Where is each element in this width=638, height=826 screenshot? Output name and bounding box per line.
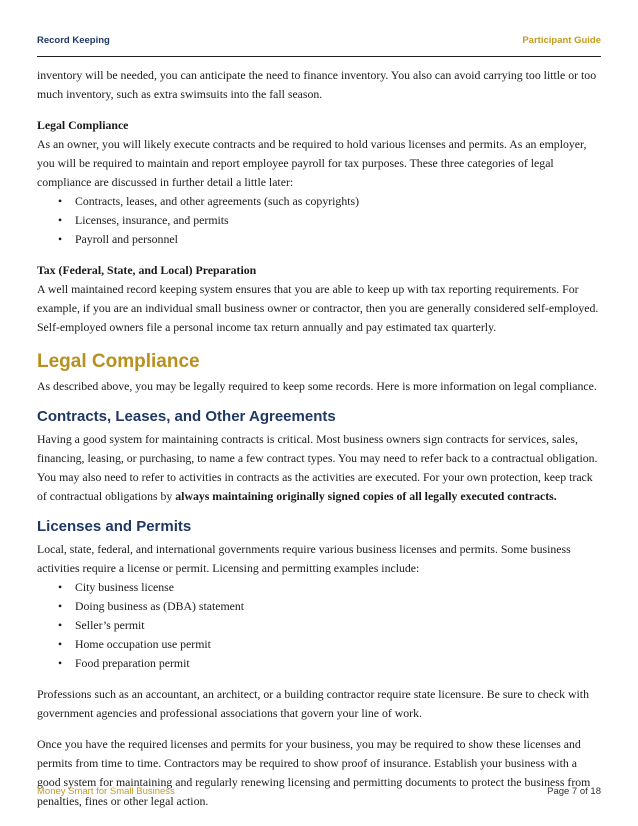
header-divider [37,56,601,57]
contracts-text: Having a good system for maintaining contracts is critical. Most business owners sign contracts for services, sales, financing, leasing, or purchasing, to name a few contract types. You may need to refer back to a contractual obligation. You may also need to refer to activities in contracts as the activities are executed. For your own protection, keep track of contractual obligations by [37,432,598,503]
contracts-heading: Contracts, Leases, and Other Agreements [37,408,336,425]
legal-categories-list [37,192,603,249]
contracts-paragraph [37,430,603,506]
list-item: • Payroll and personnel [37,230,603,249]
professions-paragraph: Professions such as an accountant, an architect, or a building contractor require state licensure. Be sure to check with government agencies and professional associations that govern your line of work. [37,687,589,720]
tax-subheading: Tax (Federal, State, and Local) Preparation [37,263,257,277]
intro-paragraph: inventory will be needed, you can anticipate the need to finance inventory. You also can avoid carrying too little or too much inventory, such as extra swimsuits into the fall season. [37,68,597,101]
header-guide-label: Participant Guide [522,35,601,46]
licenses-paragraph: Local, state, federal, and international governments require various business licenses and permits. Some business activities require a license or permit. Licensing and permitting examples include: [37,542,571,575]
page-number: Page 7 of 18 [547,786,601,797]
footer-title: Money Smart for Small Business [37,786,175,797]
tax-paragraph: A well maintained record keeping system ensures that you are able to keep up with tax reporting requirements. For example, if you are an individual small business owner or contractor, then you are generally considered self-employed. Self-employed owners file a personal income tax return annually and pay estimated tax quarterly. [37,282,599,334]
licenses-list [37,578,603,673]
header-title: Record Keeping [37,35,110,46]
page-body [37,66,603,811]
legal-compliance-subheading: Legal Compliance [37,118,129,132]
legal-compliance-paragraph: As an owner, you will likely execute contracts and be required to hold various licenses and permits. As an employer, you will be required to maintain and report employee payroll for tax purposes. These three categories of legal compliance are discussed in further detail a little later: [37,137,587,189]
list-item: • Doing business as (DBA) statement [37,597,603,616]
list-item: • Contracts, leases, and other agreements (such as copyrights) [37,192,603,211]
licenses-heading: Licenses and Permits [37,518,192,535]
list-item: • Licenses, insurance, and permits [37,211,603,230]
list-item: • Seller’s permit [37,616,603,635]
list-item: • City business license [37,578,603,597]
section-intro-paragraph: As described above, you may be legally required to keep some records. Here is more information on legal compliance. [37,379,597,393]
section-heading-legal-compliance: Legal Compliance [37,351,200,372]
list-item: • Food preparation permit [37,654,603,673]
list-item: • Home occupation use permit [37,635,603,654]
once-paragraph: Once you have the required licenses and permits for your business, you may be required to show these licenses and permits from time to time. Contractors may be required to show proof of insurance. Establish your business with a good system for maintaining and regularly renewing licensing and permitting documents to protect the business from penalties, fines or other legal action. [37,737,591,808]
contracts-emphasis: always maintaining originally signed copies of all legally executed contracts. [175,489,557,503]
